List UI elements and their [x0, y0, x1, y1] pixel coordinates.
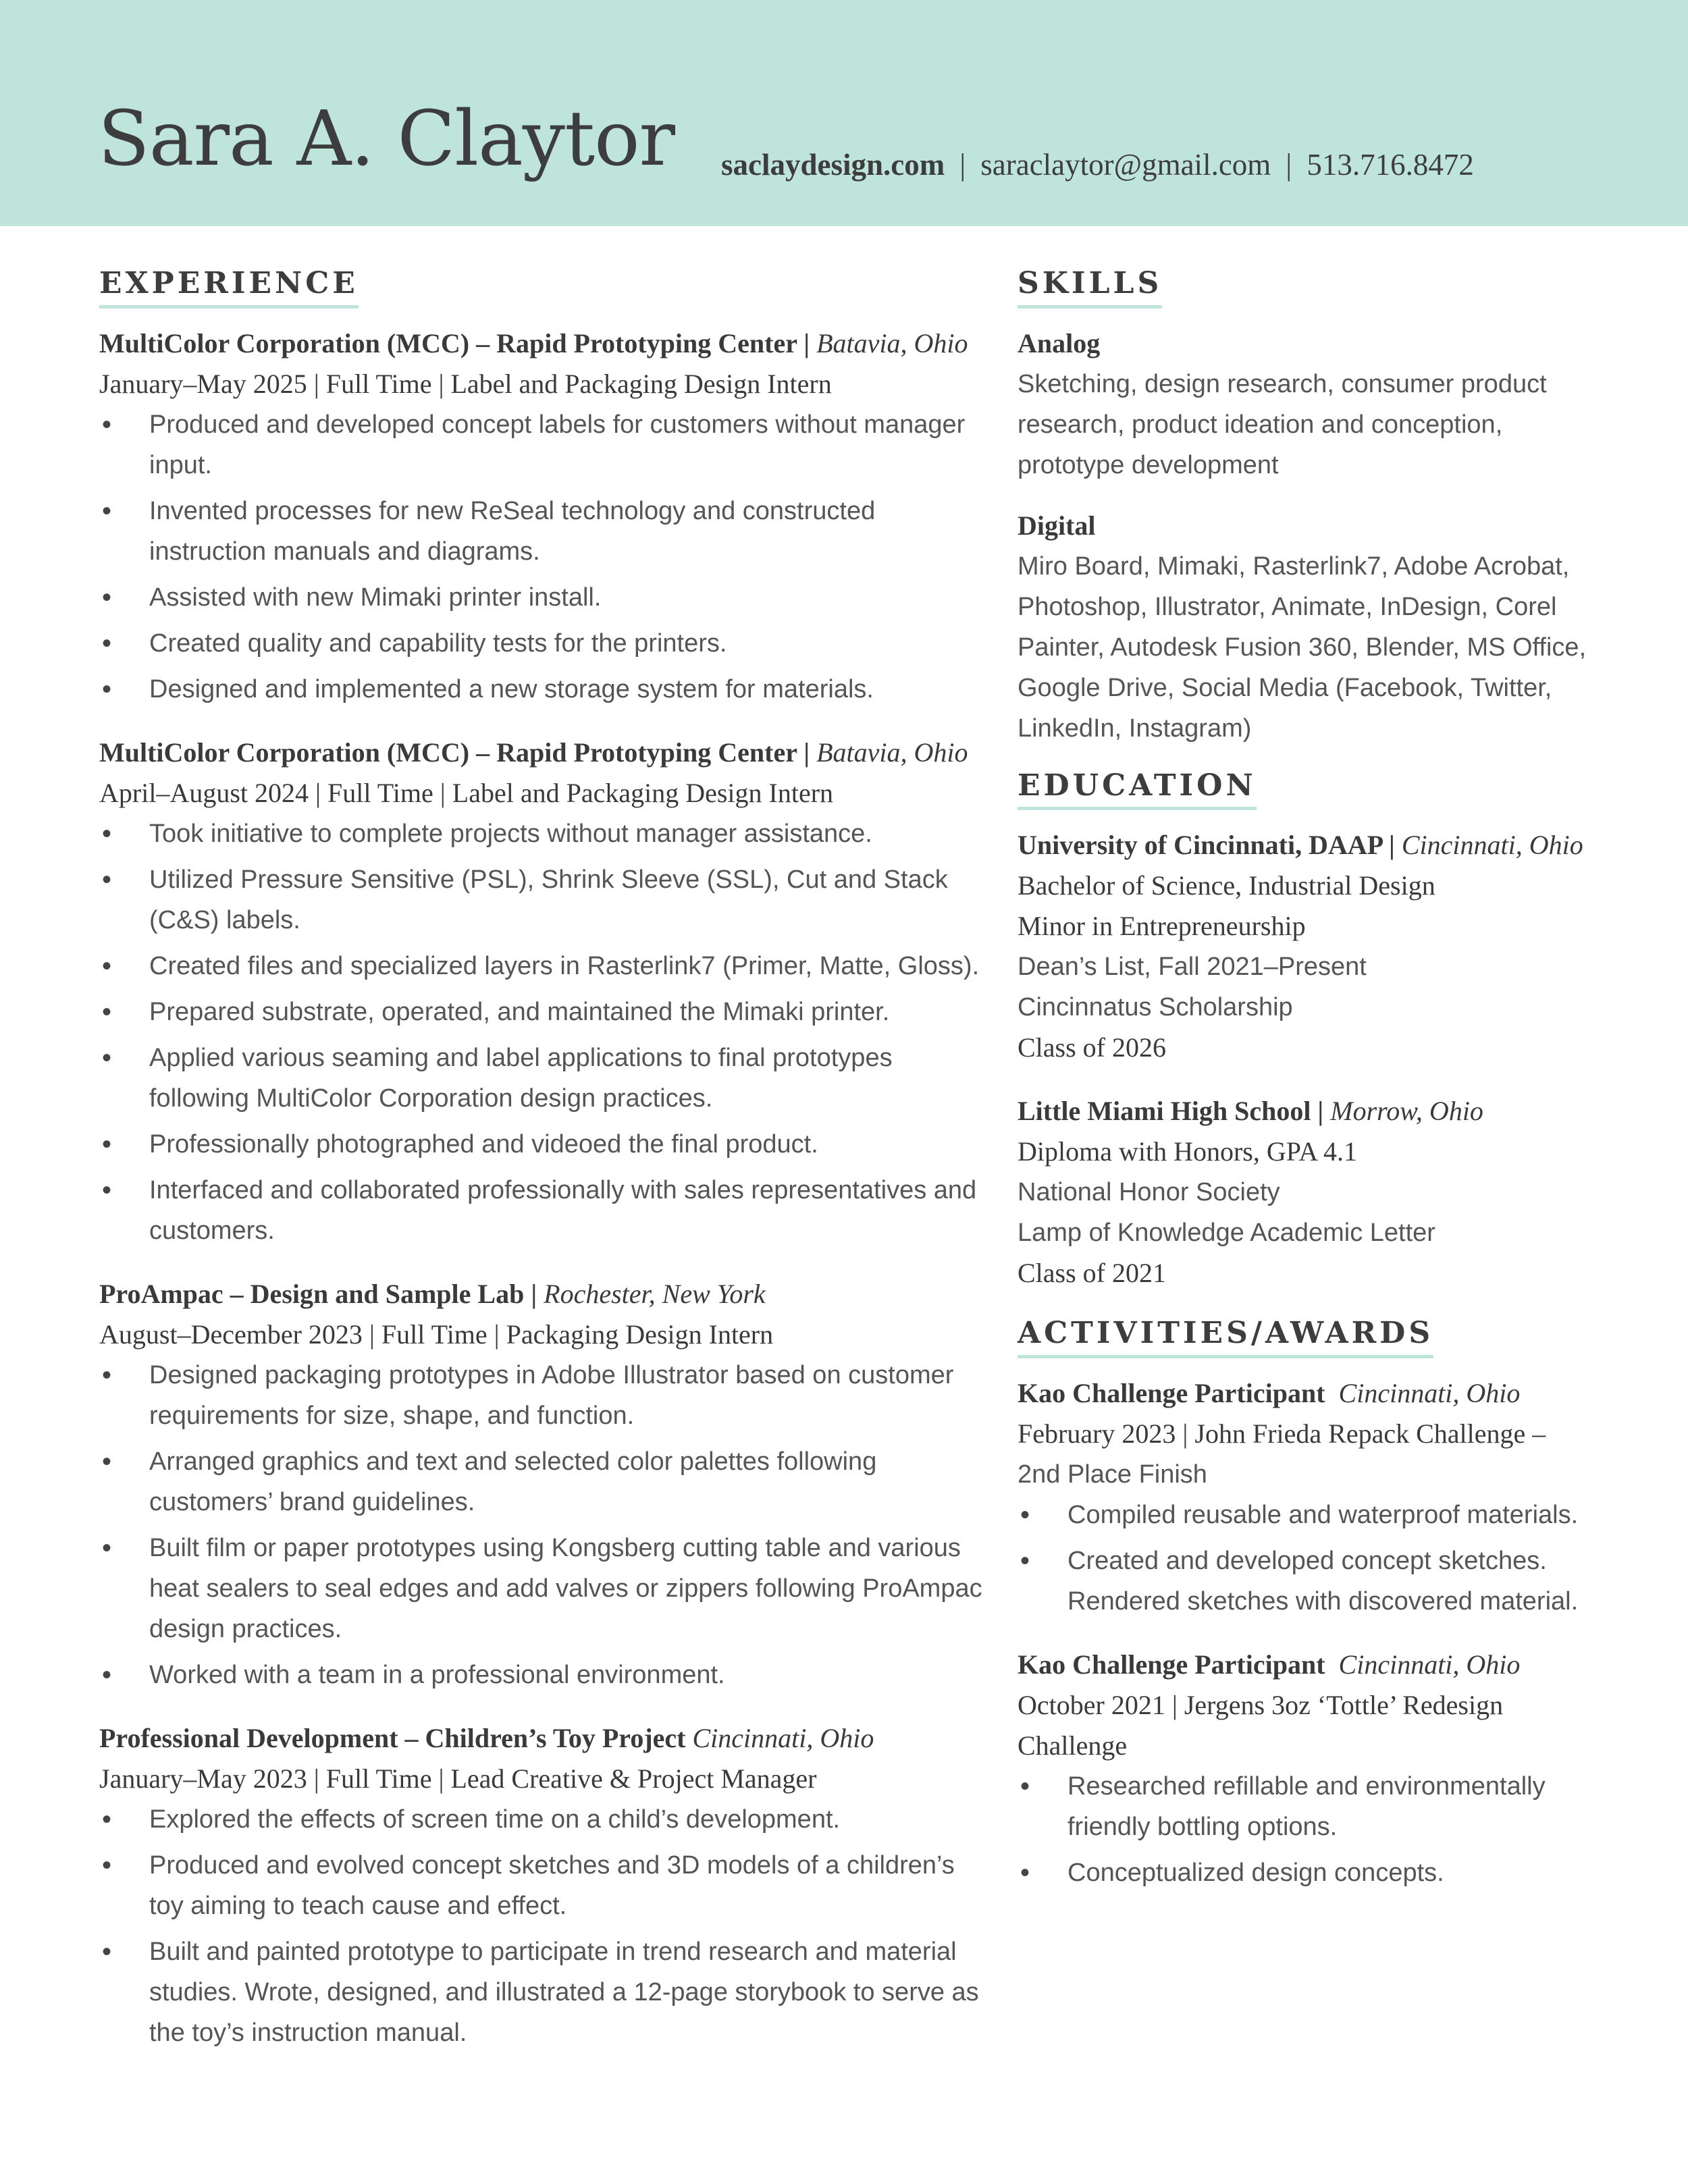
entry-details: January–May 2023 | Full Time | Lead Creative & Project Manager	[99, 1763, 817, 1794]
entry-org-line	[99, 733, 991, 773]
honor-line: Cincinnatus Scholarship	[1018, 993, 1293, 1022]
entry-location: Cincinnati, Ohio	[692, 1722, 874, 1753]
bullet-list	[1018, 1495, 1612, 1622]
bullet-item: • Built and painted prototype to participate in trend research and material studies. Wrote, designed, and illustrated a 12-page storybook to serve as the toy’s instruction manual.	[99, 1932, 991, 2053]
bullet-list	[99, 814, 991, 1251]
degree-line: Diploma with Honors, GPA 4.1	[1018, 1136, 1358, 1167]
bullet-item: • Produced and developed concept labels for customers without manager input.	[99, 404, 991, 485]
email-link[interactable]: saraclaytor@gmail.com	[980, 148, 1271, 182]
activity-details: February 2023 | John Frieda Repack Challenge –	[1018, 1418, 1546, 1449]
right-column	[1018, 267, 1612, 1916]
school-location: Cincinnati, Ohio	[1401, 830, 1583, 861]
activity-entry	[1018, 1645, 1612, 1893]
activity-location: Cincinnati, Ohio	[1338, 1377, 1521, 1408]
activity-location: Cincinnati, Ohio	[1338, 1649, 1521, 1680]
activity-title: Kao Challenge Participant	[1018, 1649, 1325, 1680]
bullet-list	[99, 1355, 991, 1695]
bullet-item: • Conceptualized design concepts.	[1018, 1853, 1612, 1893]
bullet-item: • Took initiative to complete projects without manager assistance.	[99, 814, 991, 854]
section-heading-experience: EXPERIENCE	[99, 267, 359, 309]
entry-org: MultiColor Corporation (MCC) – Rapid Prototyping Center |	[99, 737, 810, 768]
education-entry	[1018, 825, 1612, 1068]
experience-entry	[99, 733, 991, 1251]
entry-org-line	[99, 323, 991, 364]
activity-title-line	[1018, 1645, 1612, 1685]
entry-org-line	[99, 1274, 991, 1314]
bullet-list	[1018, 1766, 1612, 1893]
honor-line: Dean’s List, Fall 2021–Present	[1018, 953, 1367, 982]
skill-group-digital	[1018, 506, 1612, 749]
entry-details: January–May 2025 | Full Time | Label and Packaging Design Intern	[99, 368, 832, 399]
entry-location: Batavia, Ohio	[816, 327, 968, 358]
bullet-list	[99, 1799, 991, 2053]
bullet-item: • Created quality and capability tests for the printers.	[99, 623, 991, 664]
education-entry	[1018, 1091, 1612, 1294]
bullet-item: • Built film or paper prototypes using Kongsberg cutting table and various heat sealers to seal edges and add valves or zippers following ProAmpac design practices.	[99, 1528, 991, 1649]
bullet-item: • Applied various seaming and label applications to final prototypes following MultiColor Corporation design practices.	[99, 1038, 991, 1119]
contact-separator: |	[959, 148, 966, 182]
resume-name: Sara A. Claytor	[98, 95, 675, 183]
entry-org: MultiColor Corporation (MCC) – Rapid Prototyping Center |	[99, 327, 810, 358]
experience-entry	[99, 323, 991, 710]
experience-entry	[99, 1718, 991, 2053]
school-line	[1018, 825, 1612, 865]
bullet-item: • Compiled reusable and waterproof materials.	[1018, 1495, 1612, 1535]
entry-org-line	[99, 1718, 991, 1759]
skill-group-text: Miro Board, Mimaki, Rasterlink7, Adobe Acrobat, Photoshop, Illustrator, Animate, InDesign, Corel Painter, Autodesk Fusion 360, Blender, MS Office, Google Drive, Social Media (Facebook, Twitter, LinkedIn, Instagram)	[1018, 552, 1587, 743]
activity-result: 2nd Place Finish	[1018, 1460, 1207, 1489]
contact-separator: |	[1286, 148, 1292, 182]
skill-group-analog	[1018, 323, 1612, 485]
bullet-item: • Researched refillable and environmentally friendly bottling options.	[1018, 1766, 1612, 1847]
website-link[interactable]: saclaydesign.com	[721, 148, 945, 182]
entry-org: ProAmpac – Design and Sample Lab |	[99, 1278, 537, 1309]
bullet-item: • Assisted with new Mimaki printer install.	[99, 577, 991, 618]
bullet-item: • Utilized Pressure Sensitive (PSL), Shrink Sleeve (SSL), Cut and Stack (C&S) labels.	[99, 859, 991, 940]
entry-location: Rochester, New York	[544, 1278, 766, 1309]
class-of: Class of 2026	[1018, 1032, 1166, 1063]
degree-line: Minor in Entrepreneurship	[1018, 911, 1306, 942]
experience-entry	[99, 1274, 991, 1695]
bullet-item: • Designed packaging prototypes in Adobe Illustrator based on customer requirements for size, shape, and function.	[99, 1355, 991, 1436]
honor-line: Lamp of Knowledge Academic Letter	[1018, 1219, 1435, 1248]
entry-org: Professional Development – Children’s Toy Project	[99, 1722, 686, 1753]
bullet-item: • Prepared substrate, operated, and maintained the Mimaki printer.	[99, 992, 991, 1032]
school-name: Little Miami High School |	[1018, 1096, 1324, 1127]
activity-details: October 2021 | Jergens 3oz ‘Tottle’ Redesign Challenge	[1018, 1689, 1504, 1761]
bullet-item: • Worked with a team in a professional environment.	[99, 1655, 991, 1695]
honor-line: National Honor Society	[1018, 1178, 1280, 1207]
entry-location: Batavia, Ohio	[816, 737, 968, 768]
bullet-item: • Explored the effects of screen time on a child’s development.	[99, 1799, 991, 1840]
bullet-item: • Arranged graphics and text and selected color palettes following customers’ brand guidelines.	[99, 1441, 991, 1522]
entry-details: August–December 2023 | Full Time | Packaging Design Intern	[99, 1319, 774, 1350]
section-heading-skills: SKILLS	[1018, 267, 1162, 309]
skill-group-text: Sketching, design research, consumer product research, product ideation and conception, prototype development	[1018, 369, 1547, 479]
bullet-item: • Designed and implemented a new storage system for materials.	[99, 669, 991, 710]
skill-group-title: Analog	[1018, 327, 1101, 358]
school-name: University of Cincinnati, DAAP |	[1018, 830, 1395, 861]
contact-line	[721, 150, 1474, 180]
degree-line: Bachelor of Science, Industrial Design	[1018, 870, 1435, 901]
section-heading-activities: ACTIVITIES/AWARDS	[1018, 1316, 1433, 1358]
activity-title-line	[1018, 1373, 1612, 1414]
bullet-list	[99, 404, 991, 710]
bullet-item: • Created and developed concept sketches. Rendered sketches with discovered material.	[1018, 1541, 1612, 1622]
bullet-item: • Created files and specialized layers in Rasterlink7 (Primer, Matte, Gloss).	[99, 946, 991, 986]
section-heading-education: EDUCATION	[1018, 769, 1257, 811]
phone-number[interactable]: 513.716.8472	[1307, 148, 1474, 182]
skill-group-title: Digital	[1018, 510, 1096, 541]
bullet-item: • Invented processes for new ReSeal technology and constructed instruction manuals and diagrams.	[99, 491, 991, 572]
bullet-item: • Produced and evolved concept sketches and 3D models of a children’s toy aiming to teach cause and effect.	[99, 1845, 991, 1926]
header-band	[0, 0, 1688, 226]
school-location: Morrow, Ohio	[1330, 1096, 1483, 1127]
bullet-item: • Interfaced and collaborated professionally with sales representatives and customers.	[99, 1170, 991, 1251]
activity-entry	[1018, 1373, 1612, 1622]
school-line	[1018, 1091, 1612, 1131]
left-column	[99, 267, 991, 2076]
entry-details: April–August 2024 | Full Time | Label and Packaging Design Intern	[99, 777, 834, 808]
bullet-item: • Professionally photographed and videoed the final product.	[99, 1124, 991, 1165]
activity-title: Kao Challenge Participant	[1018, 1377, 1325, 1408]
class-of: Class of 2021	[1018, 1258, 1166, 1289]
